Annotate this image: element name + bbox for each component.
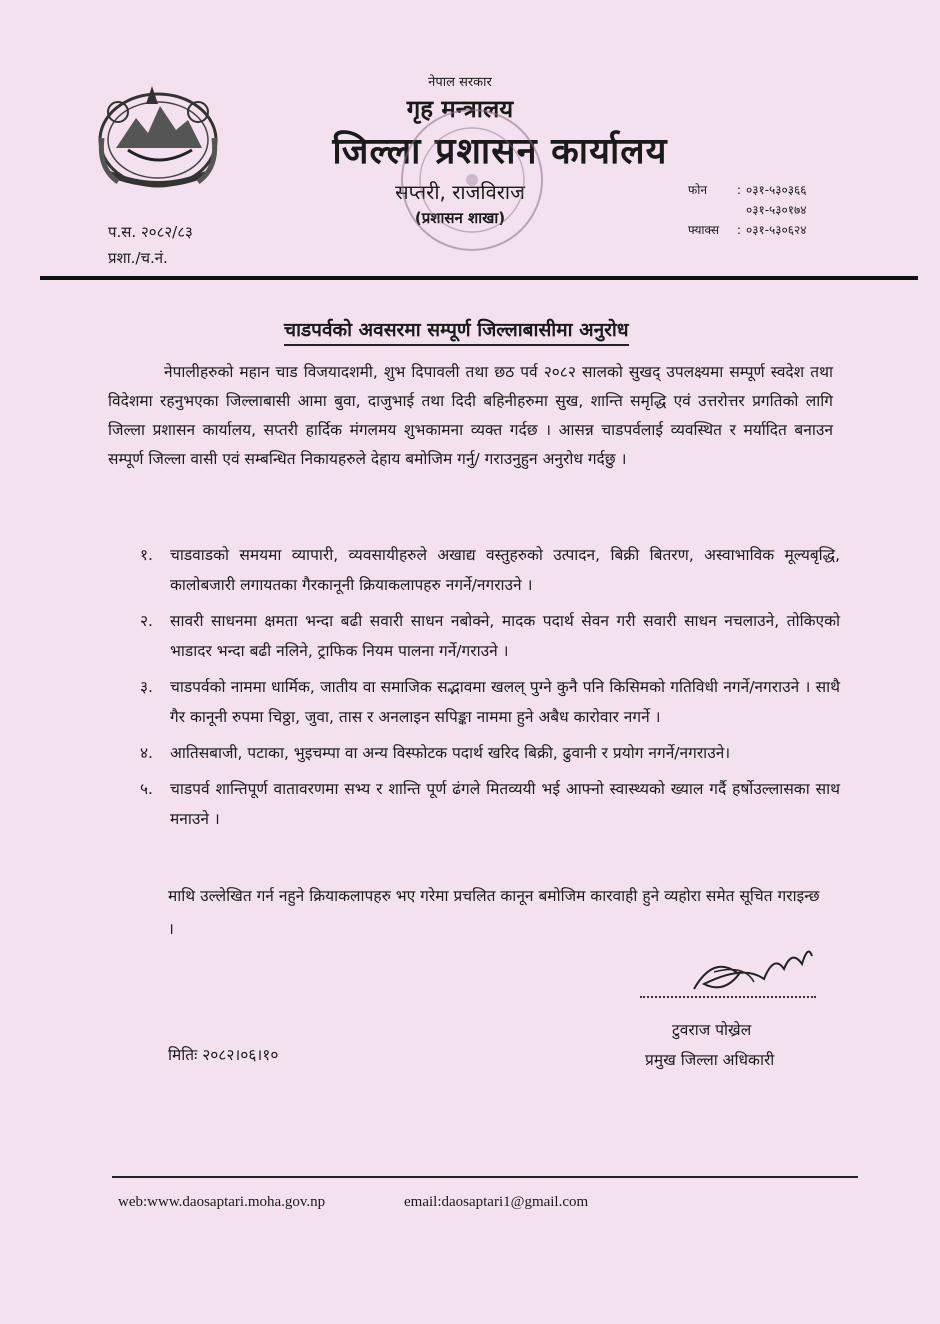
phone-row <box>688 180 838 200</box>
separator: : <box>736 183 742 197</box>
item-number: ३. <box>140 678 153 696</box>
notice-date: मितिः २०८२।०६।१० <box>168 1046 279 1064</box>
item-text: चाडपर्वको नाममा धार्मिक, जातीय वा समाजिक सद्भावमा खलल् पुग्ने कुनै पनि किसिमको गतिविधी नगर्ने/नगराउने । साथै गैर कानूनी रुपमा चिठ्ठा, जुवा, तास र अनलाइन सपिङ्का नाममा हुने अबैध कारोवार नगर्ने । <box>170 678 840 726</box>
footer-website: web:www.daosaptari.moha.gov.np <box>118 1194 326 1210</box>
item-number: ४. <box>140 744 153 762</box>
footer-divider <box>112 1176 858 1178</box>
item-text: चाडपर्व शान्तिपूर्ण वातावरणमा सभ्य र शान्ति पूर्ण ढंगले मितव्ययी भई आफ्नो स्वास्थ्यको ख्याल गर्दै हर्षोउल्लासका साथ मनाउने । <box>170 780 840 828</box>
fax-number: ०३१-५३०६२४ <box>746 223 807 237</box>
office-title: जिल्ला प्रशासन कार्यालय <box>332 131 668 172</box>
header-divider <box>40 276 918 280</box>
office-location: सप्तरी, राजविराज <box>395 180 525 204</box>
signature-line <box>640 996 816 998</box>
list-item <box>140 774 840 834</box>
intro-paragraph: नेपालीहरुको महान चाड विजयादशमी, शुभ दिपावली तथा छठ पर्व २०८२ सालको सुखद् उपलक्ष्यमा सम्पूर्ण स्वदेश तथा विदेशमा रहनुभएका जिल्लाबासी आमा बुवा, दाजुभाई तथा दिदी बहिनीहरुमा सुख, शान्ति समृद्धि एवं उत्तरोत्तर प्रगतिको लागि जिल्ला प्रशासन कार्यालय, सप्तरी हार्दिक मंगलमय शुभकामना व्यक्त गर्दछ । आसन्न चाडपर्वलाई व्यवस्थित र मर्यादित बनाउन सम्पूर्ण जिल्ला वासी एवं सम्बन्धित निकायहरुले देहाय बमोजिम गर्नु/ गराउनुहुन अनुरोध गर्दछु । <box>108 363 833 468</box>
notice-subject: चाडपर्वको अवसरमा सम्पूर्ण जिल्लाबासीमा अनुरोध <box>284 316 629 346</box>
request-list <box>140 540 840 840</box>
office-section: (प्रशासन शाखा) <box>414 209 506 227</box>
fax-label: फ्याक्स <box>688 223 720 237</box>
signature-icon <box>684 934 814 1004</box>
government-name: नेपाल सरकार <box>428 75 492 90</box>
phone-label: फोन <box>688 183 708 197</box>
list-item <box>140 672 840 732</box>
list-item <box>140 540 840 600</box>
item-text: सावरी साधनमा क्षमता भन्दा बढी सवारी साधन नबोक्ने, मादक पदार्थ सेवन गरी सवारी साधन नचलाउने, तोकिएको भाडादर भन्दा बढी नलिने, ट्राफिक नियम पालना गर्ने/गराउने । <box>170 612 840 660</box>
office-stamp-icon <box>392 100 552 260</box>
item-number: २. <box>140 612 153 630</box>
contact-block <box>688 180 838 240</box>
nepal-emblem-icon <box>88 78 228 196</box>
item-number: ५. <box>140 780 153 798</box>
list-item <box>140 738 840 768</box>
closing-paragraph: माथि उल्लेखित गर्न नहुने क्रियाकलापहरु भए गरेमा प्रचलित कानून बमोजिम कारवाही हुने व्यहोरा समेत सूचित गराइन्छ । <box>168 887 820 938</box>
signer-title: प्रमुख जिल्ला अधिकारी <box>645 1051 775 1069</box>
ministry-name: गृह मन्त्रालय <box>406 95 514 123</box>
item-text: चाडवाडको समयमा व्यापारी, व्यवसायीहरुले अखाद्य वस्तुहरुको उत्पादन, बिक्री बितरण, अस्वाभाविक मूल्यबृद्धि, कालोबजारी लगायतका गैरकानूनी क्रियाकलापहरु नगर्ने/नगराउने । <box>170 546 840 594</box>
signer-name: टुवराज पोख्रेल <box>672 1021 752 1039</box>
phone-number-2: ०३१-५३०१७४ <box>746 203 807 217</box>
item-text: आतिसबाजी, पटाका, भुइचम्पा वा अन्य विस्फोटक पदार्थ खरिद बिक्री, ढुवानी र प्रयोग नगर्ने/नगराउने। <box>170 744 731 762</box>
fax-row <box>688 220 838 240</box>
item-number: १. <box>140 546 153 564</box>
separator: : <box>736 223 742 237</box>
footer-email: email:daosaptari1@gmail.com <box>404 1194 589 1210</box>
phone-number-1: ०३१-५३०३६६ <box>746 183 807 197</box>
reference-number: प.स. २०८२/८३ <box>108 223 193 241</box>
phone-row-2 <box>688 200 838 220</box>
list-item <box>140 606 840 666</box>
dispatch-number: प्रशा./च.नं. <box>108 249 168 267</box>
